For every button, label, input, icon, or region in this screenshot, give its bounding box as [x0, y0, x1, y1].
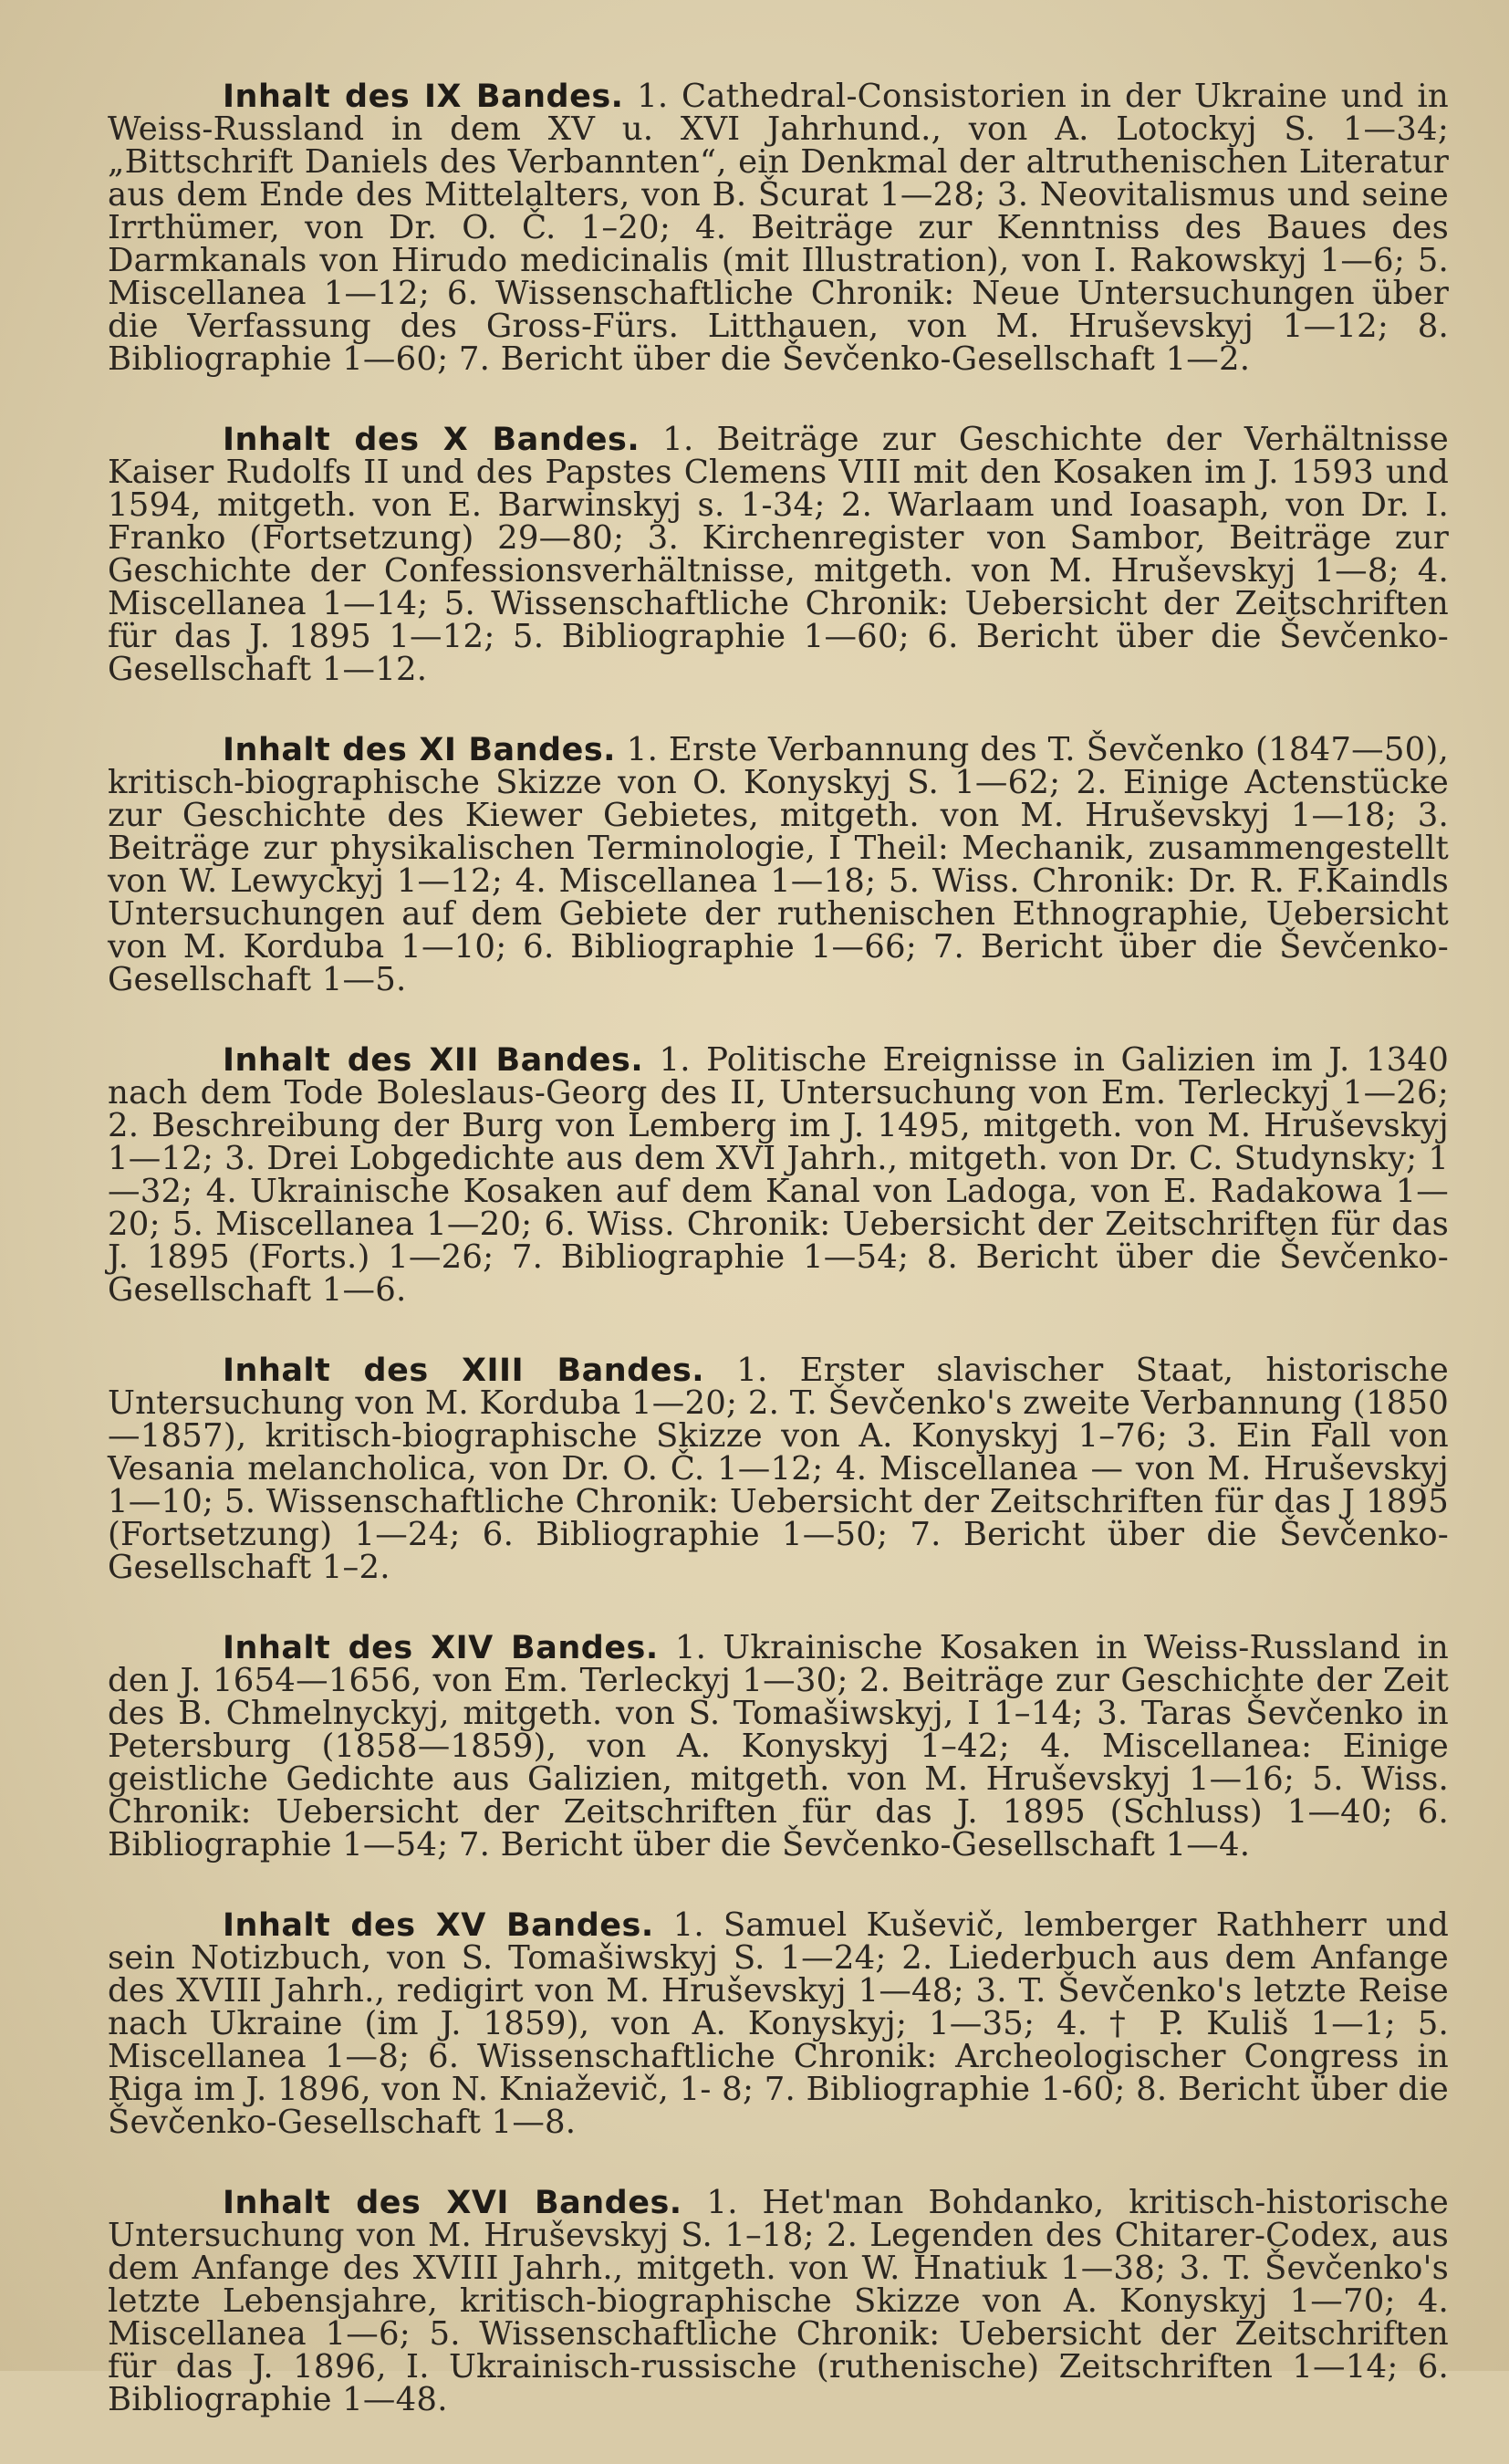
- entry-text: 1. Politische Ereignisse in Galizien im J. 1340 nach dem Tode Boleslaus-Georg des II, Untersuchung von Em. Terleckyj 1—26; 2. Beschreibung der Burg von Lemberg im J. 1495, mitgeth. von M. Hruševskyj 1—12; 3. Drei Lobgedichte aus dem XVI Jahrh., mitgeth. von Dr. C. Studynsky; 1—32; 4. Ukrainische Kosaken auf dem Kanal von Ladoga, von E. Radakowa 1—20; 5. Miscellanea 1—20; 6. Wiss. Chronik: Uebersicht der Zeitschriften für das J. 1895 (Forts.) 1—26; 7. Bibliographie 1—54; 8. Bericht über die Ševčenko-Gesellschaft 1—6.: [108, 1041, 1449, 1309]
- entry-heading: Inhalt des IX Bandes.: [223, 78, 624, 115]
- entry-heading: Inhalt des XII Bandes.: [223, 1042, 644, 1079]
- entry-band-xi: [108, 731, 1449, 998]
- entry-band-xiii: [108, 1354, 1449, 1584]
- entry-band-ix: [108, 80, 1449, 376]
- entry-text: 1. Erster slavischer Staat, historische Untersuchung von M. Korduba 1—20; 2. T. Ševčenko's zweite Verbannung (1850—1857), kritisch-biographische Skizze von A. Konyskyj 1–76; 3. Ein Fall von Vesania melancholica, von Dr. O. Č. 1—12; 4. Miscellanea — von M. Hruševskyj 1—10; 5. Wissenschaftliche Chronik: Uebersicht der Zeitschriften für das J 1895 (Fortsetzung) 1—24; 6. Bibliographie 1—50; 7. Bericht über die Ševčenko-Gesellschaft 1–2.: [108, 1352, 1449, 1586]
- content-column: [108, 80, 1449, 2464]
- entry-text: 1. Samuel Kuševič, lemberger Rathherr und sein Notizbuch, von S. Tomašiwskyj S. 1—24; 2. Liederbuch aus dem Anfange des XVIII Jahrh., redigirt von M. Hruševskyj 1—48; 3. T. Ševčenko's letzte Reise nach Ukraine (im J. 1859), von A. Konyskyj; 1—35; 4. † P. Kuliš 1—1; 5. Miscellanea 1—8; 6. Wissenschaftliche Chronik: Archeologischer Congress in Riga im J. 1896, von N. Kniaževič, 1- 8; 7. Bibliographie 1-60; 8. Bericht über die Ševčenko-Gesellschaft 1—8.: [108, 1906, 1449, 2141]
- entry-heading: Inhalt des XIII Bandes.: [223, 1352, 705, 1389]
- entry-text: 1. Erste Verbannung des T. Ševčenko (1847—50), kritisch-biographische Skizze von O. Konyskyj S. 1—62; 2. Einige Actenstücke zur Geschichte des Kiewer Gebietes, mitgeth. von M. Hruševskyj 1—18; 3. Beiträge zur physikalischen Terminologie, I Theil: Mechanik, zusammengestellt von W. Lewyckyj 1—12; 4. Miscellanea 1—18; 5. Wiss. Chronik: Dr. R. F.Kaindls Untersuchungen auf dem Gebiete der ruthenischen Ethnographie, Uebersicht von M. Korduba 1—10; 6. Bibliographie 1—66; 7. Bericht über die Ševčenko-Gesellschaft 1—5.: [108, 731, 1449, 998]
- entry-text: 1. Cathedral-Consistorien in der Ukraine und in Weiss-Russland in dem XV u. XVI Jahrhund., von A. Lotockyj S. 1—34; „Bittschrift Daniels des Verbannten“, ein Denkmal der altruthenischen Literatur aus dem Ende des Mittelalters, von B. Šcurat 1—28; 3. Neovitalismus und seine Irrthümer, von Dr. O. Č. 1–20; 4. Beiträge zur Kenntniss des Baues des Darmkanals von Hirudo medicinalis (mit Illustration), von I. Rakowskyj 1—6; 5. Miscellanea 1—12; 6. Wissenschaftliche Chronik: Neue Untersuchungen über die Verfassung des Gross-Fürs. Litthauen, von M. Hruševskyj 1—12; 8. Bibliographie 1—60; 7. Bericht über die Ševčenko-Gesellschaft 1—2.: [108, 78, 1449, 378]
- entry-text: 1. Beiträge zur Geschichte der Verhältnisse Kaiser Rudolfs II und des Papstes Clemens VIII mit den Kosaken im J. 1593 und 1594, mitgeth. von E. Barwinskyj s. 1-34; 2. Warlaam und Ioasaph, von Dr. I. Franko (Fortsetzung) 29—80; 3. Kirchenregister von Sambor, Beiträge zur Geschichte der Confessionsverhältnisse, mitgeth. von M. Hruševskyj 1—8; 4. Miscellanea 1—14; 5. Wissenschaftliche Chronik: Uebersicht der Zeitschriften für das J. 1895 1—12; 5. Bibliographie 1—60; 6. Bericht über die Ševčenko-Gesellschaft 1—12.: [108, 421, 1449, 688]
- entry-text: 1. Het'man Bohdanko, kritisch-historische Untersuchung von M. Hruševskyj S. 1–18; 2. Legenden des Chitarer-Codex, aus dem Anfange des XVIII Jahrh., mitgeth. von W. Hnatiuk 1—38; 3. T. Ševčenko's letzte Lebensjahre, kritisch-biographische Skizze von A. Konyskyj 1—70; 4. Miscellanea 1—6; 5. Wissenschaftliche Chronik: Uebersicht der Zeitschriften für das J. 1896, I. Ukrainisch-russische (ruthenische) Zeitschriften 1—14; 6. Bibliographie 1—48.: [108, 2184, 1450, 2418]
- entry-heading: Inhalt des XVI Bandes.: [223, 2185, 682, 2221]
- entry-band-x: [108, 423, 1449, 686]
- entry-text: 1. Ukrainische Kosaken in Weiss-Russland in den J. 1654—1656, von Em. Terleckyj 1—30; 2. Beiträge zur Geschichte der Zeit des B. Chmelnyckyj, mitgeth. von S. Tomašiwskyj, I 1–14; 3. Taras Ševčenko in Petersburg (1858—1859), von A. Konyskyj 1–42; 4. Miscellanea: Einige geistliche Gedichte aus Galizien, mitgeth. von M. Hruševskyj 1—16; 5. Wiss. Chronik: Uebersicht der Zeitschriften für das J. 1895 (Schluss) 1—40; 6. Bibliographie 1—54; 7. Bericht über die Ševčenko-Gesellschaft 1—4.: [108, 1629, 1449, 1864]
- entry-band-xii: [108, 1041, 1449, 1309]
- entry-band-xiv: [108, 1629, 1449, 1864]
- entry-heading: Inhalt des XI Bandes.: [223, 732, 616, 768]
- entry-heading: Inhalt des XIV Bandes.: [223, 1630, 659, 1666]
- entry-band-xvi: [108, 2184, 1450, 2418]
- entry-heading: Inhalt des X Bandes.: [223, 422, 640, 458]
- entry-band-xv: [108, 1906, 1449, 2141]
- entry-heading: Inhalt des XV Bandes.: [223, 1907, 654, 1944]
